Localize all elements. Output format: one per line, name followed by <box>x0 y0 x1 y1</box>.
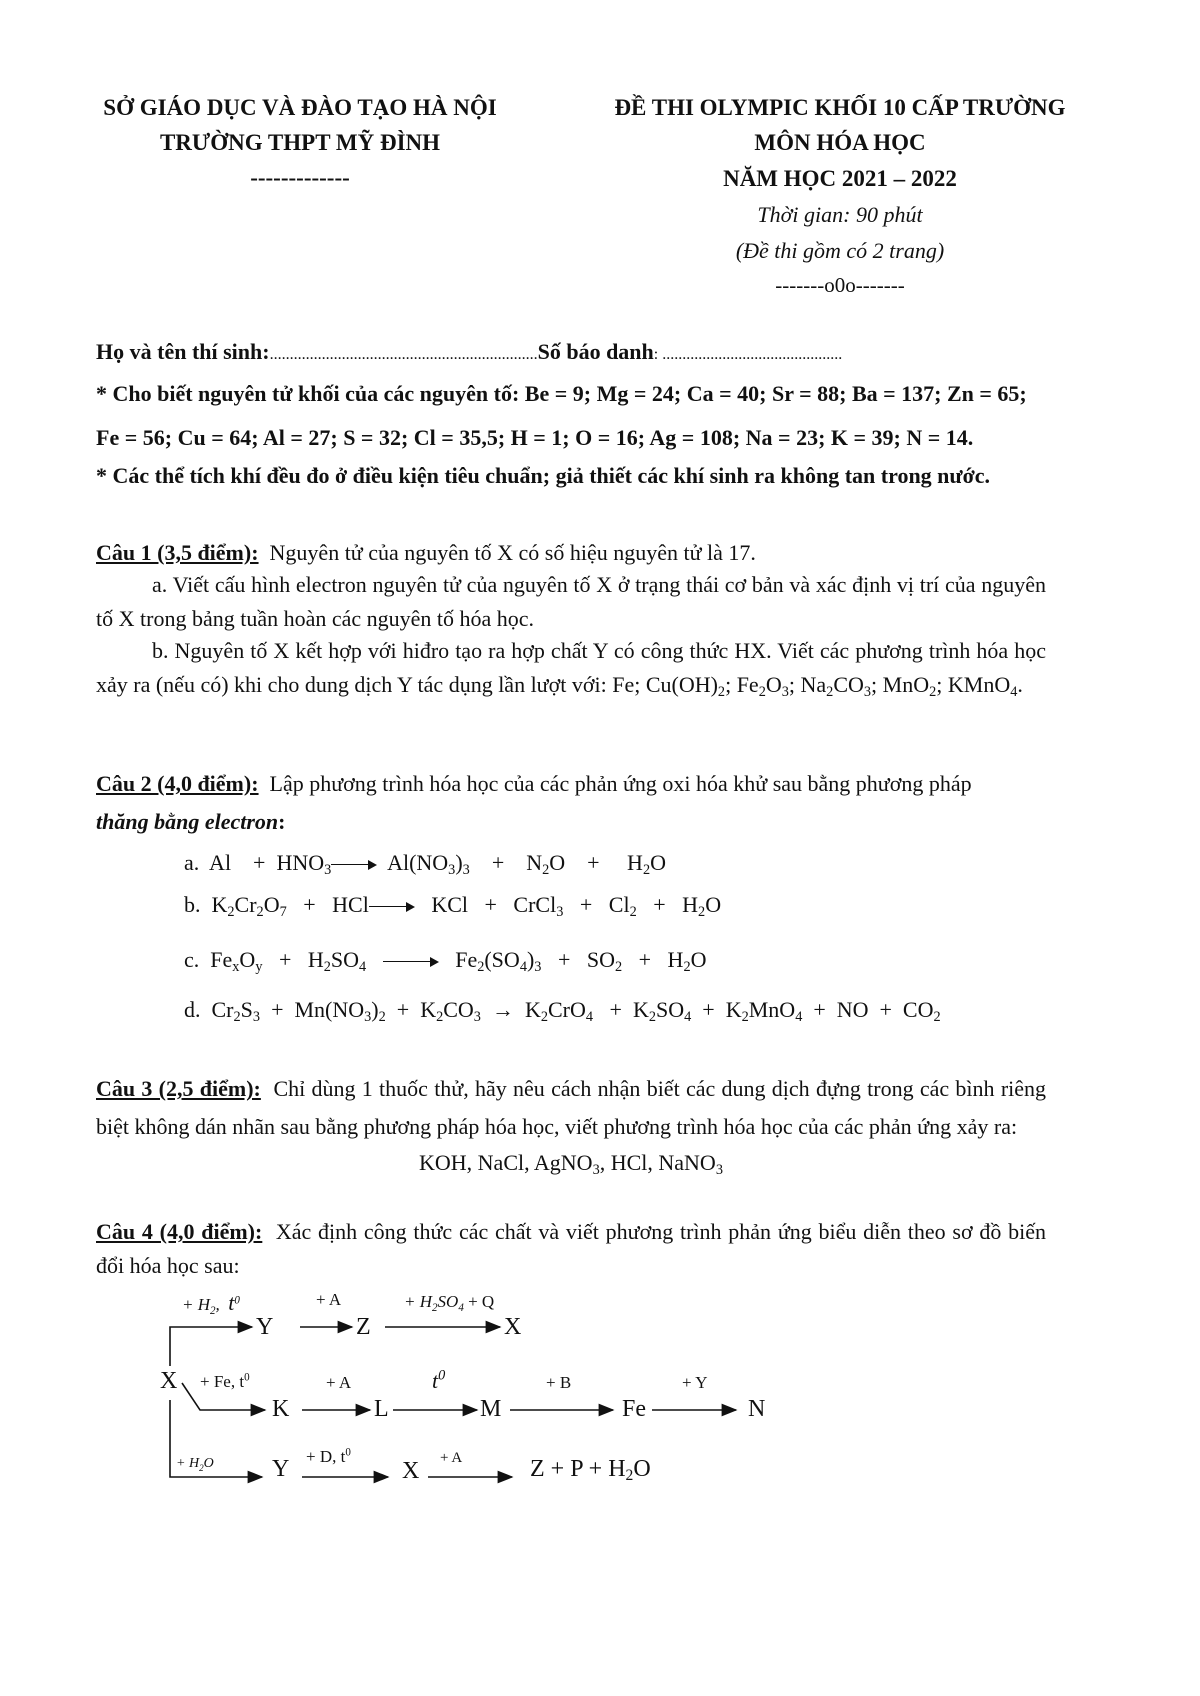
q4-block <box>96 1215 1046 1283</box>
header-right-line3: NĂM HỌC 2021 – 2022 <box>723 166 957 191</box>
q2-equation-c: c. $Fe_xO_y + H_2SO_4$ $Fe_2(SO_4)_3 + SO_2 + H_2O$ <box>184 947 707 975</box>
note-line3: * Các thể tích khí đều đo ở điều kiện tiêu chuẩn; giả thiết các khí sinh ra không tan trong nước. <box>96 463 991 488</box>
q1-part-b: b. Nguyên tố X kết hợp với hiđro tạo ra hợp chất Y có công thức HX. Viết các phương trình hóa học xảy ra (nếu có) khi cho dung dịch Y tác dụng lần lượt với: Fe; $Cu(OH)_2$; $Fe_2O_3$; $Na_2CO_3$; MnO$_2$; KMnO$_4$. <box>96 638 1046 700</box>
header-right-line4: Thời gian: 90 phút <box>757 202 923 227</box>
node-L: L <box>374 1396 389 1422</box>
label-plus-A-row2: + A <box>326 1373 352 1392</box>
node-X-row3: X <box>402 1458 420 1484</box>
student-name-label: Họ và tên thí sinh: <box>96 339 270 364</box>
q3-list: KOH, NaCl, AgNO$_3$, HCl, NaNO$_3$ <box>419 1150 723 1178</box>
node-Fe: Fe <box>622 1396 646 1422</box>
node-Y-row1: Y <box>256 1314 274 1340</box>
label-plus-A-row1: + A <box>316 1290 342 1309</box>
label-h2so4-q: + $H_2SO_4 + Q$ <box>404 1292 495 1314</box>
note-line2: Fe = 56; Cu = 64; Al = 27; S = 32; Cl = 35,5; H = 1; O = 16; Ag = 108; Na = 23; K = 39; N = 14. <box>96 425 974 450</box>
q2-method-line: thăng bằng electron: <box>96 809 286 834</box>
label-plus-Y: + Y <box>682 1373 708 1392</box>
sbd-label: Số báo danh <box>537 339 654 364</box>
label-t0-row2: $t^0$ <box>432 1367 446 1393</box>
header-right-line6: -------o0o------- <box>775 273 905 297</box>
header-left-line2: TRƯỜNG THPT MỸ ĐÌNH <box>159 130 441 155</box>
header-right-line2: MÔN HÓA HỌC <box>754 130 926 155</box>
label-plus-D-t0: + D, $t^0$ <box>306 1446 351 1466</box>
q1-intro-line <box>96 536 756 570</box>
header-left-line3: ------------- <box>250 165 350 190</box>
node-X-start: X <box>160 1368 178 1394</box>
q3-title: Câu 3 (2,5 điểm): <box>96 1076 261 1101</box>
q4-title: Câu 4 (4,0 điểm): <box>96 1219 263 1244</box>
label-h2-t0: + $H_2$, $t^0$ <box>182 1290 240 1317</box>
q2-equation-d: d. $Cr_2S_3 + Mn(NO_3)_2 + K_2CO_3 \to K_2CrO_4 + K_2SO_4 + K_2MnO_4$ + NO + $CO_2$ <box>184 997 941 1025</box>
student-info-line <box>96 335 1146 372</box>
header-right-line5: (Đề thi gồm có 2 trang) <box>735 238 945 263</box>
q3-block <box>96 1070 1046 1146</box>
q1-part-a: a. Viết cấu hình electron nguyên tử của nguyên tố X ở trạng thái cơ bản và xác định vị trí của nguyên tố X trong bảng tuần hoàn các nguyên tố hóa học. <box>96 572 1046 631</box>
label-plus-A-row3: + A <box>440 1450 463 1466</box>
q4-intro: Xác định công thức các chất và viết phương trình phản ứng biểu diễn theo sơ đồ biến đổi hóa học sau: <box>96 1219 1046 1278</box>
q1-intro: Nguyên tử của nguyên tố X có số hiệu nguyên tử là 17. <box>269 540 756 565</box>
note-line1: * Cho biết nguyên tử khối của các nguyên tố: Be = 9; Mg = 24; Ca = 40; Sr = 88; Ba = 137; Zn = 65; <box>96 381 1027 406</box>
node-K: K <box>272 1396 290 1422</box>
sbd-dots: : ............................................. <box>653 346 843 363</box>
q2-equation-b: b. $K_2Cr_2O_7$ + HCl KCl + CrCl$_3$ + $Cl_2 + H_2O$ <box>184 892 722 920</box>
student-name-dots: ................................................................... <box>269 346 538 363</box>
q2-title: Câu 2 (4,0 điểm): <box>96 771 259 796</box>
header-left-line1: SỞ GIÁO DỤC VÀ ĐÀO TẠO HÀ NỘI <box>103 95 497 120</box>
q3-intro: Chỉ dùng 1 thuốc thử, hãy nêu cách nhận biết các dung dịch đựng trong các bình riêng biệt không dán nhãn sau bằng phương pháp hóa học, viết phương trình hóa học của các phản ứng xảy ra: <box>96 1076 1047 1139</box>
node-X-row1: X <box>504 1314 522 1340</box>
q2-intro: Lập phương trình hóa học của các phản ứng oxi hóa khử sau bằng phương pháp <box>269 771 972 796</box>
q2-method: thăng bằng electron <box>96 809 279 834</box>
q1-title: Câu 1 (3,5 điểm): <box>96 540 259 565</box>
q2-equation-a: a. Al + $HNO_3$ $Al(NO_3)_3$ + $N_2O$ + $H_2O$ <box>184 850 666 878</box>
header-right-line1: ĐỀ THI OLYMPIC KHỐI 10 CẤP TRƯỜNG <box>614 95 1066 120</box>
q1-b-text: b. Nguyên tố X kết hợp với hiđro tạo ra hợp chất Y có công thức HX. Viết các phương trình hóa học xảy ra (nếu có) khi cho dung dịch Y tác dụng lần lượt với: Fe; Cu(OH) <box>96 638 1046 697</box>
products-Z-P-H2O: $Z + P + H_2O$ <box>530 1456 651 1484</box>
label-h2o: + $H_2O$ <box>176 1456 214 1473</box>
q2-intro-line <box>96 767 972 801</box>
label-fe-t0: + Fe, $t^0$ <box>200 1371 250 1391</box>
node-M: M <box>480 1396 502 1422</box>
node-Y-row3: Y <box>272 1456 290 1482</box>
label-plus-B: + B <box>546 1373 572 1392</box>
node-N: N <box>748 1396 766 1422</box>
node-Z-row1: Z <box>356 1314 371 1340</box>
